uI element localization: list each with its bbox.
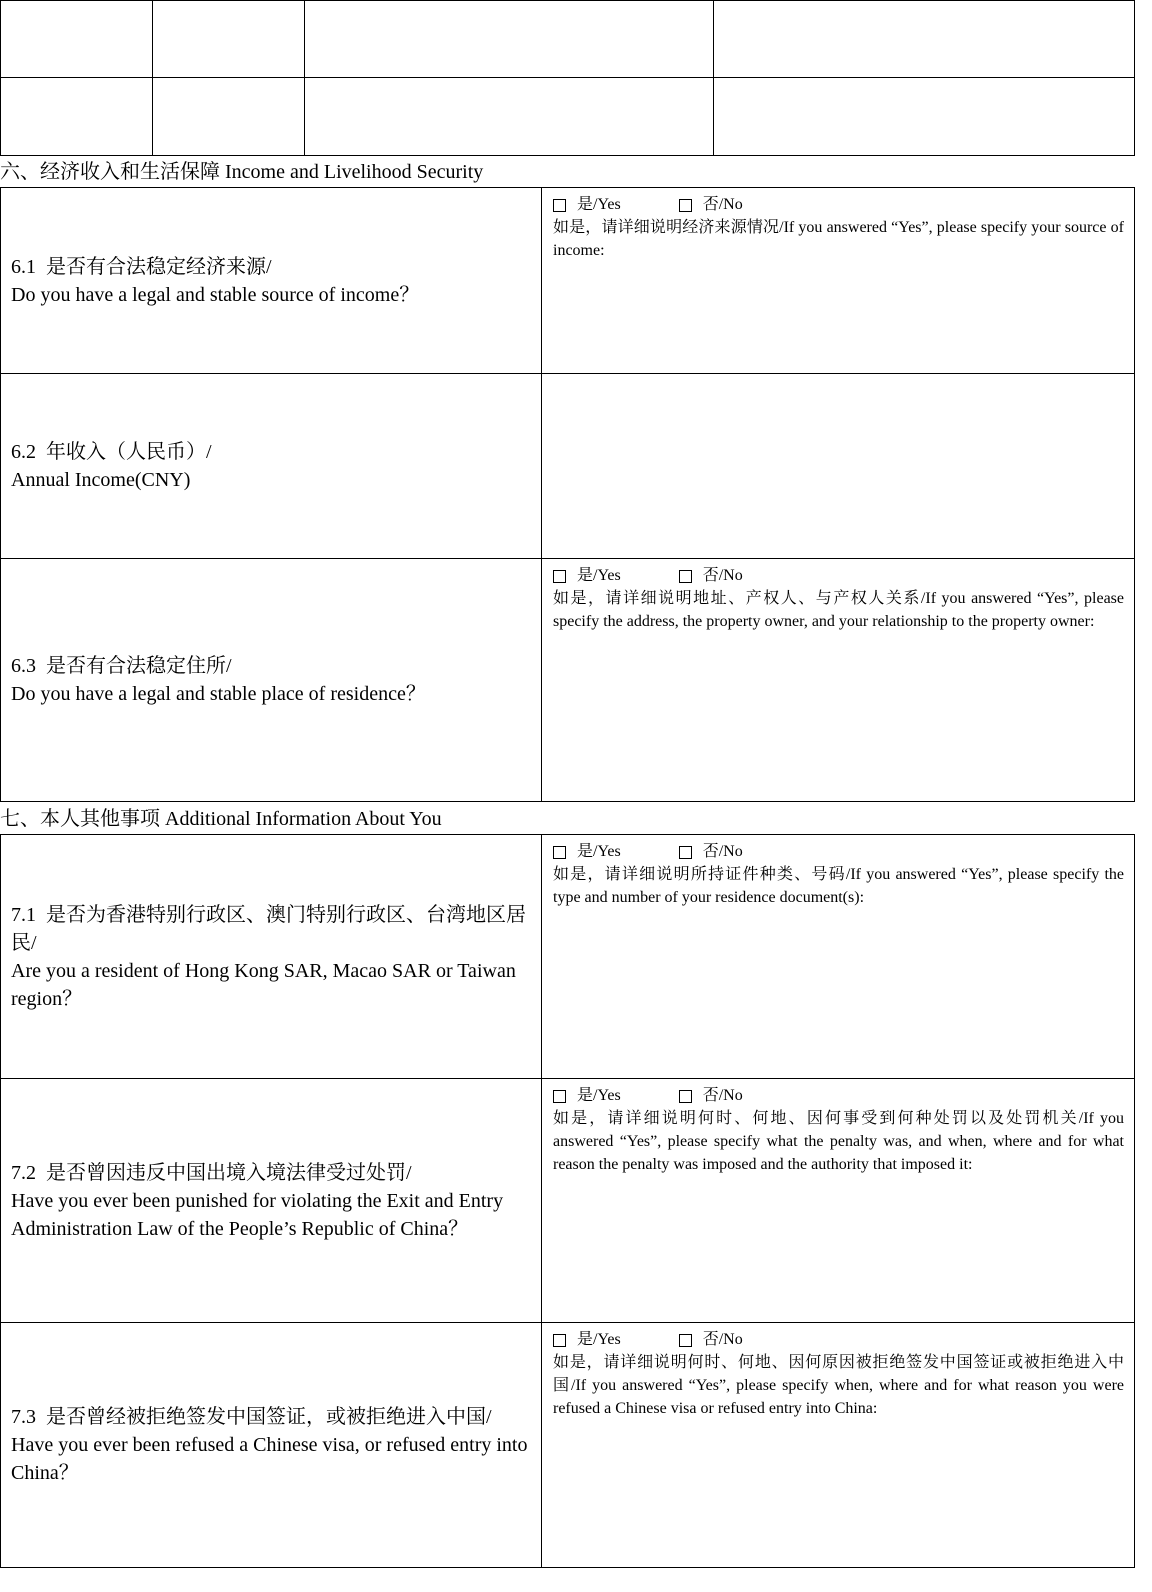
yes-option[interactable] bbox=[553, 1085, 621, 1107]
question-number: 7.2 bbox=[11, 1161, 36, 1184]
table-row bbox=[1, 1, 1134, 78]
answer-instruction: 如是，请详细说明所持证件种类、号码/If you answered “Yes”, please specify the type and number of your residence document(s): bbox=[553, 866, 1124, 906]
question-row-6-1 bbox=[1, 187, 1134, 374]
yes-checkbox[interactable] bbox=[553, 1334, 566, 1347]
yes-checkbox[interactable] bbox=[553, 1090, 566, 1103]
question-row-6-3 bbox=[1, 558, 1134, 802]
yes-label: 是/Yes bbox=[577, 567, 621, 584]
question-cell bbox=[1, 374, 542, 558]
question-text-cn: 7.1 是否为香港特别行政区、澳门特别行政区、台湾地区居民/ bbox=[11, 903, 526, 954]
question-cell bbox=[1, 1079, 542, 1322]
yes-checkbox[interactable] bbox=[553, 570, 566, 583]
column-divider bbox=[713, 1, 714, 77]
no-checkbox[interactable] bbox=[679, 1090, 692, 1103]
yes-label: 是/Yes bbox=[577, 1331, 621, 1348]
yes-label: 是/Yes bbox=[577, 843, 621, 860]
no-label: 否/No bbox=[702, 1087, 743, 1104]
question-cell bbox=[1, 559, 542, 801]
no-checkbox[interactable] bbox=[679, 846, 692, 859]
no-label: 否/No bbox=[702, 1331, 743, 1348]
answer-instruction: 如是，请详细说明地址、产权人、与产权人关系/If you answered “Yes”, please specify the address, the property owner, and your relationship to the property owner: bbox=[553, 590, 1124, 630]
no-label: 否/No bbox=[702, 196, 743, 213]
answer-instruction: 如是，请详细说明何时、何地、因何原因被拒绝签发中国签证或被拒绝进入中国/If you answered “Yes”, please specify when, where and for what reason you were refused a Chinese visa or refused entry into China: bbox=[553, 1354, 1124, 1417]
question-number: 6.2 bbox=[11, 441, 36, 463]
no-label: 否/No bbox=[702, 567, 743, 584]
question-number: 6.3 bbox=[11, 655, 36, 677]
yes-no-options bbox=[553, 1085, 1124, 1107]
yes-label: 是/Yes bbox=[577, 1087, 621, 1104]
question-text-cn: 7.2 是否曾因违反中国出境入境法律受过处罚/ bbox=[11, 1161, 412, 1184]
column-divider bbox=[304, 78, 305, 155]
question-row-7-3 bbox=[1, 1322, 1134, 1568]
yes-no-options bbox=[553, 1329, 1124, 1351]
section-6-title: 六、经济收入和生活保障 Income and Livelihood Security bbox=[0, 161, 484, 183]
question-text-cn: 6.1 是否有合法稳定经济来源/ bbox=[11, 255, 272, 278]
yes-no-options bbox=[553, 841, 1124, 863]
yes-checkbox[interactable] bbox=[553, 846, 566, 859]
question-number: 7.1 bbox=[11, 903, 36, 926]
yes-no-options bbox=[553, 194, 1124, 216]
question-number: 6.1 bbox=[11, 255, 36, 278]
no-option[interactable] bbox=[679, 1085, 743, 1107]
question-number: 7.3 bbox=[11, 1406, 36, 1428]
column-divider bbox=[152, 1, 153, 77]
section-6-table bbox=[0, 187, 1135, 802]
question-row-7-1 bbox=[1, 834, 1134, 1079]
answer-cell[interactable] bbox=[542, 1323, 1134, 1567]
question-text-cn: 6.2 年收入（人民币）/ bbox=[11, 441, 212, 463]
question-text-en: Are you a resident of Hong Kong SAR, Macao SAR or Taiwan region？ bbox=[11, 959, 516, 1010]
no-checkbox[interactable] bbox=[679, 1334, 692, 1347]
yes-checkbox[interactable] bbox=[553, 199, 566, 212]
question-text-cn: 6.3 是否有合法稳定住所/ bbox=[11, 655, 232, 677]
yes-no-options bbox=[553, 565, 1124, 587]
yes-option[interactable] bbox=[553, 1329, 621, 1351]
question-row-7-2 bbox=[1, 1078, 1134, 1323]
table-row bbox=[1, 78, 1134, 155]
question-row-6-2 bbox=[1, 373, 1134, 559]
no-option[interactable] bbox=[679, 1329, 743, 1351]
column-divider bbox=[713, 78, 714, 155]
question-text-en: Do you have a legal and stable source of income？ bbox=[11, 283, 420, 306]
no-label: 否/No bbox=[702, 843, 743, 860]
yes-option[interactable] bbox=[553, 841, 621, 863]
question-cell bbox=[1, 188, 542, 373]
yes-label: 是/Yes bbox=[577, 196, 621, 213]
no-checkbox[interactable] bbox=[679, 199, 692, 212]
answer-cell[interactable] bbox=[542, 1079, 1134, 1322]
question-text-en: Annual Income(CNY) bbox=[11, 469, 191, 491]
question-text-en: Have you ever been punished for violating the Exit and Entry Administration Law of the People’s Republic of China？ bbox=[11, 1189, 504, 1240]
answer-cell[interactable] bbox=[542, 559, 1134, 801]
column-divider bbox=[304, 1, 305, 77]
question-text-en: Have you ever been refused a Chinese visa, or refused entry into China？ bbox=[11, 1434, 528, 1484]
no-option[interactable] bbox=[679, 194, 743, 216]
answer-instruction: 如是，请详细说明何时、何地、因何事受到何种处罚以及处罚机关/If you answered “Yes”, please specify what the penalty was, and when, where and for what reason the penalty was imposed and the authority that imposed it: bbox=[553, 1110, 1124, 1173]
question-text-cn: 7.3 是否曾经被拒绝签发中国签证，或被拒绝进入中国/ bbox=[11, 1406, 492, 1428]
question-cell bbox=[1, 1323, 542, 1567]
question-cell bbox=[1, 835, 542, 1078]
question-text-en: Do you have a legal and stable place of residence？ bbox=[11, 683, 426, 705]
section-7-table bbox=[0, 834, 1135, 1568]
answer-cell[interactable] bbox=[542, 188, 1134, 373]
annual-income-answer-cell[interactable] bbox=[542, 374, 1134, 558]
previous-section-table bbox=[0, 0, 1135, 156]
no-option[interactable] bbox=[679, 565, 743, 587]
answer-instruction: 如是，请详细说明经济来源情况/If you answered “Yes”, please specify your source of income: bbox=[553, 219, 1124, 259]
answer-cell[interactable] bbox=[542, 835, 1134, 1078]
column-divider bbox=[152, 78, 153, 155]
yes-option[interactable] bbox=[553, 565, 621, 587]
yes-option[interactable] bbox=[553, 194, 621, 216]
no-checkbox[interactable] bbox=[679, 570, 692, 583]
section-7-title: 七、本人其他事项 Additional Information About You bbox=[0, 808, 442, 830]
no-option[interactable] bbox=[679, 841, 743, 863]
